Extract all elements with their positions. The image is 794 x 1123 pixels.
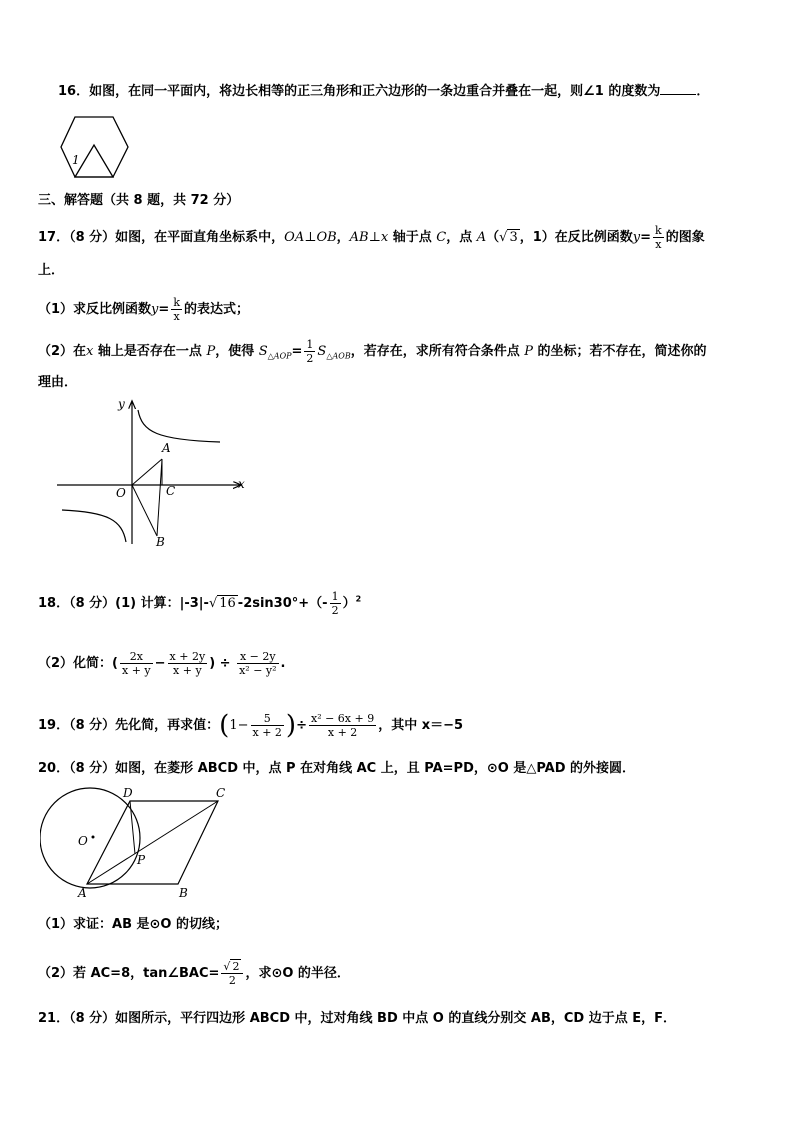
question-20-part2: （2）若 AC=8，tan∠BAC= $\frac{√ 2}{2}$ ，求⊙O 的半径． — [38, 960, 350, 987]
segment-DP — [130, 801, 135, 854]
label-D: D — [123, 786, 133, 800]
label-P: P — [137, 853, 146, 867]
angle-1-label: 1 — [72, 153, 80, 167]
section-title: 三、解答题（共 8 题，共 72 分） — [38, 193, 240, 208]
question-17-part2-line2: 理由． — [38, 375, 78, 390]
question-19: 19．（8 分）先化简，再求值：(1− $\frac{5}{x + 2}$ )÷ $\frac{\text{x² − 6x + 9}}{x + 2}$ ，其中 x＝−5 — [38, 710, 464, 741]
label-O: O — [116, 486, 126, 500]
question-18-part1: 18．（8 分）(1) 计算：|-3|-√ 16 -2sin30°+（- $\frac{1}{2}$ ）$^2$ — [38, 590, 362, 617]
label-x: x — [238, 477, 245, 491]
label-B: B — [156, 535, 165, 549]
triangle — [75, 145, 113, 177]
question-17-part1: （1）求反比例函数y= $\frac{k}{x}$ 的表达式； — [38, 296, 249, 323]
question-18-part2: （2）化简：( $\frac{2x}{x + y}$ − $\frac{x + 2y}{x + y}$ ) ÷ $\frac{x - 2y}{\text{x² − y²}}$ . — [38, 650, 286, 677]
label-B: B — [179, 886, 188, 900]
label-A: A — [78, 886, 87, 900]
segment-AB — [157, 459, 162, 536]
circle-O — [40, 788, 140, 888]
question-20-part1: （1）求证：AB 是⊙O 的切线； — [38, 917, 229, 932]
rhombus-circle-figure — [40, 784, 250, 902]
question-17-line1: 17．（8 分）如图，在平面直角坐标系中，OA⊥OB，AB⊥x 轴于点 C，点 A（√ 3 ，1）在反比例函数y= $\frac{k}{x}$ 的图象 — [38, 224, 705, 251]
hyperbola-branch-1 — [138, 410, 220, 442]
question-20: 20．（8 分）如图，在菱形 ABCD 中，点 P 在对角线 AC 上，且 PA=PD，⊙O 是△PAD 的外接圆． — [38, 761, 636, 776]
label-A: A — [162, 441, 171, 455]
label-C: C — [166, 484, 176, 498]
question-16: 16．如图，在同一平面内，将边长相等的正三角形和正六边形的一条边重合并叠在一起，则∠1 的度数为 ． — [58, 84, 710, 99]
hyperbola-branch-2 — [62, 510, 126, 542]
label-O: O — [78, 834, 88, 848]
segment-OB — [132, 485, 157, 536]
hexagon-triangle-figure — [58, 112, 134, 182]
label-C: C — [216, 786, 226, 800]
segment-OA — [132, 459, 162, 485]
answer-blank — [660, 82, 696, 95]
q16-text: 16．如图，在同一平面内，将边长相等的正三角形和正六边形的一条边重合并叠在一起，则∠1 的度数为 — [58, 84, 661, 99]
question-17-line2: 上． — [38, 263, 65, 278]
center-O — [92, 836, 95, 839]
question-21: 21．（8 分）如图所示，平行四边形 ABCD 中，过对角线 BD 中点 O 的直线分别交 AB，CD 边于点 E，F． — [38, 1011, 677, 1026]
hyperbola-figure — [52, 394, 252, 550]
label-y: y — [118, 397, 125, 411]
question-17-part2: （2）在x 轴上是否存在一点 P，使得 $S_{\triangle AOP}=$ $\frac{1}{2}$ $S_{\triangle AOB}$，若存在，求所有符合条件点 P 的坐标；若不存在，简述你的 — [38, 338, 707, 365]
